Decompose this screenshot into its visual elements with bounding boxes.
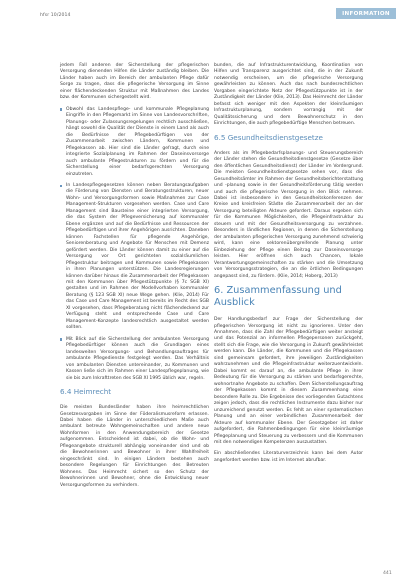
right-column [214, 63, 363, 464]
closing-paragraph: Ein abschließendes Literaturverzeichnis kann bei dem Autor angefordert werden bzw. ist im Internet abrufbar. [214, 451, 363, 463]
bullet-item [60, 337, 209, 382]
main-heading-summary: 6. Zusammenfassung und Ausblick [214, 285, 342, 309]
bullet-item [60, 107, 209, 178]
intro-paragraph: jedem Fall anderen der Sicherstellung der pflegerischen Versorgung dienenden Hilfen die Länder zuständig bleiben. Die Länder haben auch im Bereich der ambulanten Pflege dafür Sorge zu tragen, dass die pflegerische Versorgung im Sinne einer flächendeckenden Struktur mit Maßnahmen des Landes bzw. der Kommunen sichergestellt wird. [60, 63, 209, 101]
bullet-square-icon [60, 338, 62, 340]
bullet-square-icon [60, 185, 62, 187]
bullet-text: Obwohl das Landespflege- und kommunale Pflegeplanung Eingriffe in den Pflegemarkt im Sinne von Landesvorschriften, Planungs- oder Zulassungsregelungen rechtlich ausschließen, hängt sowohl die Qualität der Dienste in einem Land als auch die Bedürfnisse der Pflegebedürftigen von der Zusammenarbeit zwischen Ländern, Kommunen und Pflegekassen ab. Hier sind die Länder gefragt, durch eine integrierte Sozialplanung im Rahmen der Daseinsvorsorge auch ambulante Pflegestrukturen zu fördern und für die Sicherstellung einer bedarfsgerechten Versorgung einzutreten. [66, 106, 209, 177]
bullet-item [60, 183, 209, 332]
page-number: 441 [383, 571, 392, 576]
heimrecht-paragraph: Die meisten Bundesländer haben ihre heimrechtlichen Gesetzesvorgaben im Sinne der Föderalismusreform erlassen. Dabei haben die Länder in unterschiedlichem Maße auch ambulant betreute Wohngemeinschaften und andere neue Wohnformen in den Anwendungsbereich der Gesetze aufgenommen. Entscheidend ist dabei, ob die Wohn- und Pflegeangebote strukturell abhängig voneinander sind und ob die Bewohnerinnen und Bewohner in ihrer Wahlfreiheit eingeschränkt sind. In einigen Ländern bestehen auch besondere Regelungen für Einrichtungen des Betreuten Wohnens. Das Heimrecht sichert so den Schutz der Bewohnerinnen und Bewohner, ohne die Entwicklung neuer Versorgungsformen zu verhindern. [60, 405, 209, 488]
running-head: hfsr 10/2014 [40, 13, 71, 18]
bullet-text: In Landespflegegesetzen können neben Beratungsaufgaben die Förderung von Diensten und Beratungsstrukturen, neuer Wohn- und Versorgungsformen sowie Maßnahmen zur Case Management-Strukturen vorgesehen werden. Case und Care Management sind Bausteine einer integrierten Versorgung, die das System der Pflegeversicherung auf kommunaler Ebene ergänzen und auf die Bedürfnisse und Ressourcen der Pflegebedürftigen und ihrer Angehörigen ausrichten. Daneben können Fachstellen für pflegende Angehörige, Seniorenberatung und Angebote für Menschen mit Demenz gefördert werden. Die Länder können damit zu einer auf die Versorgung vor Ort gerichteten sozialräumlichen Pflegestruktur beitragen und Kommunen sowie Pflegekassen in ihren Planungen unterstützen. Die Landesregierungen können darüber hinaus die Zusammenarbeit der Pflegekassen mit den Kommunen über Pflegestützpunkte (§ 7c SGB XI) gestalten und im Rahmen der Modellvorhaben kommunaler Beratung (§ 123 SGB XI) neue Wege gehen. (Klie, 2014) Für das Case und Care Management ist bereits im Recht des SGB XI vorgesehen, dass Pflegeberatung nicht flächendeckend zur Verfügung steht und entsprechende Case und Care Management-Konzepte landesrechtlich ausgestaltet werden sollten. [66, 182, 209, 331]
gesundheit-paragraph: Anders als im Pflegebedarfsplanungs- und Steuerungsbereich der Länder stehen die Gesundheitsdienstgesetze (Gesetze über den öffentlichen Gesundheitsdienst) der Länder im Vordergrund. Die meisten Gesundheitsdienstgesetze sehen vor, dass die Gesundheitsämter im Rahmen der Gesundheitsberichterstattung und -planung sowie in der Gesundheitsförderung tätig werden und auch die pflegerische Versorgung in den Blick nehmen. Dabei ist insbesondere in den Gesundheitskonferenzen der Kreise und kreisfreien Städte die Zusammenarbeit der an der Versorgung beteiligten Akteure gefordert. Daraus ergeben sich für die Kommunen Möglichkeiten, die Pflegeinfrastruktur zu steuern und mit der Gesundheitsversorgung zu verzahnen. Besonders in ländlichen Regionen, in denen die Sicherstellung der ambulanten pflegerischen Versorgung zunehmend schwierig wird, kann eine sektorenübergreifende Planung unter Einbeziehung der Pflege einen Beitrag zur Daseinsvorsorge leisten. Hier eröffnen sich auch Chancen, lokale Verantwortungsgemeinschaften zu stärken und die Umsetzung von Versorgungsstrategien, die an die örtlichen Bedingungen angepasst sind, zu fördern. (Klie, 2014; Hoberg, 2013) [214, 150, 363, 279]
summary-paragraph: Der Handlungsbedarf zur Frage der Sicherstellung der pflegerischen Versorgung ist nicht zu ignorieren. Unter den Annahmen, dass die Zahl der Pflegebedürftigen weiter ansteigt und das Potenzial an informellen Pflegepersonen zurückgeht, stellt sich die Frage, wie die Versorgung in Zukunft gewährleistet werden kann. Die Länder, die Kommunen und die Pflegekassen sind gemeinsam gefordert, ihre jeweiligen Zuständigkeiten wahrzunehmen und die Pflegeinfrastruktur weiterzuentwickeln. Dabei kommt es darauf an, die ambulante Pflege in ihrer Bedeutung für die Versorgung zu stärken und bedarfsgerechte, wohnortnahe Angebote zu schaffen. Dem Sicherstellungsauftrag der Pflegekassen kommt in diesem Zusammenhang eine besondere Rolle zu. Die Ergebnisse des vorliegenden Gutachtens zeigen jedoch, dass die rechtlichen Instrumente dazu bisher nur unzureichend genutzt werden. Es fehlt an einer systematischen Planung und an einer verbindlichen Zusammenarbeit der Akteure auf kommunaler Ebene. Der Gesetzgeber ist daher aufgefordert, die Rahmenbedingungen für eine kleinräumige Pflegeplanung und Steuerung zu verbessern und die Kommunen mit den notwendigen Kompetenzen auszustatten. [214, 317, 363, 445]
subheading-gesundheitsdienstgesetze: 6.5 Gesundheitsdienstgesetze [214, 132, 323, 142]
left-column [60, 63, 209, 489]
continuation-paragraph: bunden, die auf Infrastrukturentwicklung, Koordination von Hilfen und Transparenz ausgerichtet sind, die in der Zukunft notwendig erscheinen, um die pflegerische Versorgung gewährleisten zu können. Auch das nach bundesrechtlichen Vorgaben eingerichtete Netz der Pflegestützpunkte ist in der Zuständigkeit der Länder (Klie, 2013). Das Heimrecht der Länder befasst sich weniger mit den Aspekten der kleinräumigen Infrastrukturplanung, sondern vorrangig mit der Qualitätssicherung und dem Bewohnerschutz in den Einrichtungen, die auch pflegebedürftige Menschen betreuen. [214, 63, 363, 127]
bullet-text: Mit Blick auf die Sicherstellung der ambulanten Versorgung Pflegebedürftiger können auch die Grundlagen eines landesweiten Versorgungs- und Behandlungsauftrages für ambulante Pflegedienste festgelegt werden. Das Verhältnis von ambulanten Diensten untereinander, zu Kommunen und Kassen ließe sich im Rahmen einer Landespflegeplanung, wie sie bis zum Inkrafttreten des SGB XI 1995 üblich war, regeln. [66, 336, 209, 381]
subheading-heimrecht: 6.4 Heimrecht [60, 387, 112, 397]
section-tab: INFORMATION [336, 8, 396, 19]
bullet-square-icon [60, 108, 62, 110]
